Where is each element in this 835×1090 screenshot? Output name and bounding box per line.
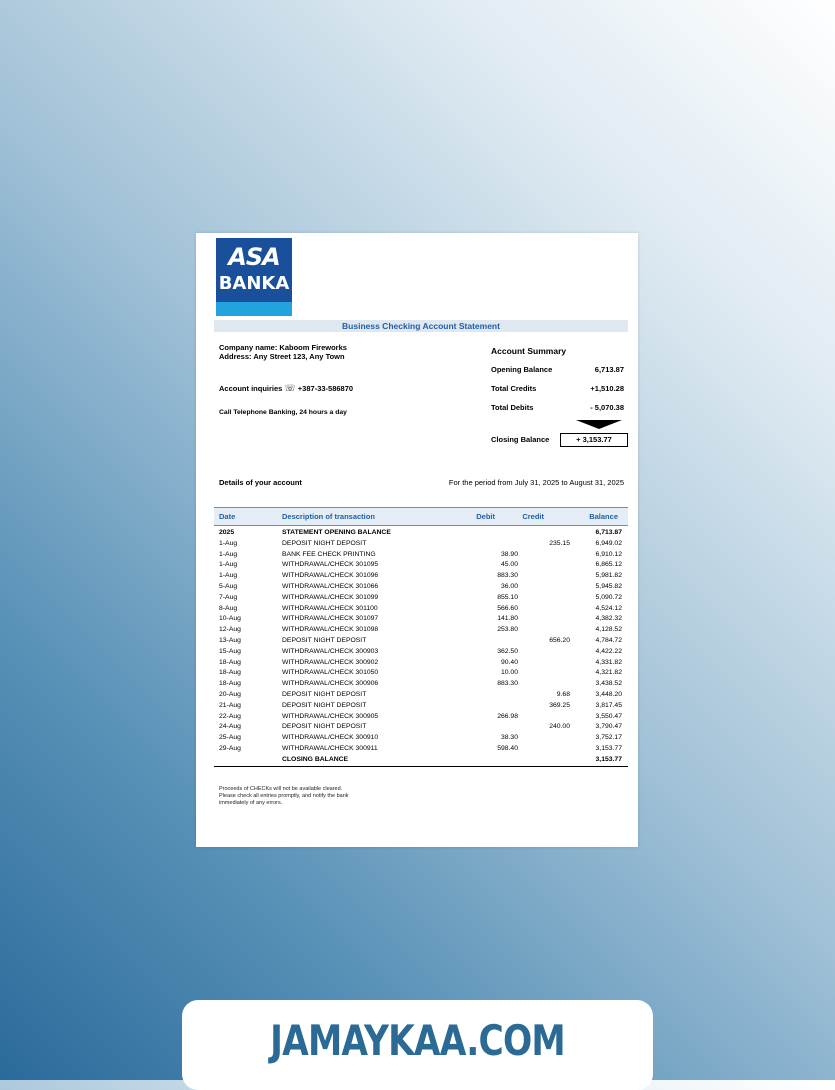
table-row xyxy=(214,722,628,733)
row-balance: 6,949.02 xyxy=(595,539,622,547)
row-debit: 598.40 xyxy=(497,744,518,752)
table-row xyxy=(214,539,628,550)
row-credit: 235.15 xyxy=(549,539,570,547)
company-address: Address: Any Street 123, Any Town xyxy=(219,352,345,361)
header-description: Description of transaction xyxy=(282,512,375,521)
row-date: 22-Aug xyxy=(219,712,241,720)
row-date: 24-Aug xyxy=(219,723,241,731)
watermark-text: JAMAYKAA.COM xyxy=(270,1016,565,1065)
row-description: WITHDRAWAL/CHECK 301096 xyxy=(282,572,379,580)
row-date: 1-Aug xyxy=(219,550,238,558)
table-row xyxy=(214,593,628,604)
table-row xyxy=(214,733,628,744)
row-debit: 36.00 xyxy=(500,582,518,590)
header-balance: Balance xyxy=(589,512,618,521)
table-row xyxy=(214,679,628,690)
row-balance: 3,153.77 xyxy=(595,744,622,752)
row-balance: 3,438.52 xyxy=(595,680,622,688)
opening-balance-value: 6,713.87 xyxy=(594,365,624,374)
row-description: CLOSING BALANCE xyxy=(282,755,349,763)
row-date: 7-Aug xyxy=(219,593,238,601)
inquiries-phone: +387-33-586870 xyxy=(297,384,354,393)
row-balance: 4,321.82 xyxy=(595,669,622,677)
row-balance: 4,422.22 xyxy=(595,647,622,655)
row-debit: 90.40 xyxy=(500,658,518,666)
row-balance: 3,752.17 xyxy=(595,734,622,742)
table-header xyxy=(214,507,628,526)
row-description: DEPOSIT NIGHT DEPOSIT xyxy=(282,690,367,698)
table-row xyxy=(214,755,628,766)
table-row xyxy=(214,571,628,582)
row-balance: 3,153.77 xyxy=(595,755,622,763)
row-date: 10-Aug xyxy=(219,615,241,623)
row-balance: 4,524.12 xyxy=(595,604,622,612)
logo-stripe xyxy=(216,302,292,316)
phone-icon: ☏ xyxy=(284,384,296,394)
row-balance: 6,865.12 xyxy=(595,561,622,569)
row-description: DEPOSIT NIGHT DEPOSIT xyxy=(282,539,367,547)
row-balance: 4,784.72 xyxy=(595,636,622,644)
row-description: WITHDRAWAL/CHECK 300902 xyxy=(282,658,379,666)
logo-asa-text: ASA xyxy=(228,243,280,271)
row-credit: 369.25 xyxy=(549,701,570,709)
row-balance: 3,448.20 xyxy=(595,690,622,698)
row-description: DEPOSIT NIGHT DEPOSIT xyxy=(282,701,367,709)
table-row xyxy=(214,701,628,712)
row-balance: 6,713.87 xyxy=(595,529,622,536)
row-date: 21-Aug xyxy=(219,701,241,709)
table-row xyxy=(214,560,628,571)
inquiries-label: Account inquiries xyxy=(219,384,283,393)
header-credit: Credit xyxy=(522,512,544,521)
row-description: WITHDRAWAL/CHECK 301066 xyxy=(282,582,379,590)
row-description: WITHDRAWAL/CHECK 301099 xyxy=(282,593,379,601)
row-balance: 4,331.82 xyxy=(595,658,622,666)
details-label: Details of your account xyxy=(219,478,302,487)
row-date: 18-Aug xyxy=(219,658,241,666)
table-row xyxy=(214,604,628,615)
row-date: 12-Aug xyxy=(219,626,241,634)
row-debit: 883.30 xyxy=(497,680,518,688)
opening-balance-label: Opening Balance xyxy=(491,365,553,374)
table-bottom-rule xyxy=(214,766,628,767)
table-row xyxy=(214,550,628,561)
row-date: 18-Aug xyxy=(219,669,241,677)
table-row xyxy=(214,658,628,669)
row-debit: 362.50 xyxy=(497,647,518,655)
statement-page xyxy=(196,233,638,847)
footer-note: Proceeds of CHECKs will not be available cleared. Please check all entries promptly, and notify the bank immediately of any errors. xyxy=(219,786,349,806)
table-row xyxy=(214,636,628,647)
table-row xyxy=(214,647,628,658)
row-debit: 566.60 xyxy=(497,604,518,612)
row-description: WITHDRAWAL/CHECK 301097 xyxy=(282,615,379,623)
row-date: 1-Aug xyxy=(219,572,238,580)
table-row xyxy=(214,625,628,636)
total-debits-label: Total Debits xyxy=(491,403,534,412)
row-balance: 4,382.32 xyxy=(595,615,622,623)
row-date: 1-Aug xyxy=(219,539,238,547)
table-row xyxy=(214,712,628,723)
row-description: STATEMENT OPENING BALANCE xyxy=(282,529,391,536)
account-inquiries xyxy=(219,384,353,394)
row-balance: 5,945.82 xyxy=(595,582,622,590)
header-date: Date xyxy=(219,512,236,521)
total-credits-label: Total Credits xyxy=(491,384,537,393)
company-name: Company name: Kaboom Fireworks xyxy=(219,343,347,352)
statement-title: Business Checking Account Statement xyxy=(214,320,628,332)
row-debit: 45.00 xyxy=(500,561,518,569)
row-balance: 5,981.82 xyxy=(595,572,622,580)
telephone-banking: Call Telephone Banking, 24 hours a day xyxy=(219,409,347,416)
row-debit: 266.98 xyxy=(497,712,518,720)
row-debit: 141.80 xyxy=(497,615,518,623)
row-credit: 240.00 xyxy=(549,723,570,731)
row-credit: 9.68 xyxy=(556,690,570,698)
row-balance: 6,910.12 xyxy=(595,550,622,558)
row-date: 1-Aug xyxy=(219,561,238,569)
table-row xyxy=(214,614,628,625)
watermark-banner xyxy=(182,1000,653,1090)
row-debit: 883.30 xyxy=(497,572,518,580)
row-debit: 855.10 xyxy=(497,593,518,601)
down-arrow-icon xyxy=(576,420,622,429)
row-description: WITHDRAWAL/CHECK 300910 xyxy=(282,734,379,742)
closing-balance-value: + 3,153.77 xyxy=(560,433,628,447)
bank-logo xyxy=(216,238,292,316)
row-balance: 3,550.47 xyxy=(595,712,622,720)
table-row xyxy=(214,668,628,679)
transaction-list xyxy=(214,528,628,766)
row-description: WITHDRAWAL/CHECK 301098 xyxy=(282,626,379,634)
row-description: BANK FEE CHECK PRINTING xyxy=(282,550,376,558)
row-balance: 4,128.52 xyxy=(595,626,622,634)
row-description: WITHDRAWAL/CHECK 300905 xyxy=(282,712,379,720)
table-row xyxy=(214,528,628,539)
row-debit: 38.30 xyxy=(500,734,518,742)
row-date: 15-Aug xyxy=(219,647,241,655)
row-date: 2025 xyxy=(219,529,235,536)
row-description: DEPOSIT NIGHT DEPOSIT xyxy=(282,723,367,731)
statement-period: For the period from July 31, 2025 to August 31, 2025 xyxy=(448,478,624,487)
header-debit: Debit xyxy=(476,512,495,521)
logo-banka-text: BANKA xyxy=(218,273,290,294)
row-balance: 5,090.72 xyxy=(595,593,622,601)
row-description: DEPOSIT NIGHT DEPOSIT xyxy=(282,636,367,644)
row-date: 8-Aug xyxy=(219,604,238,612)
row-description: WITHDRAWAL/CHECK 301050 xyxy=(282,669,379,677)
row-description: WITHDRAWAL/CHECK 300906 xyxy=(282,680,379,688)
row-balance: 3,817.45 xyxy=(595,701,622,709)
closing-balance-label: Closing Balance xyxy=(491,435,550,444)
row-description: WITHDRAWAL/CHECK 300911 xyxy=(282,744,378,752)
row-description: WITHDRAWAL/CHECK 301095 xyxy=(282,561,379,569)
row-balance: 3,790.47 xyxy=(595,723,622,731)
table-row xyxy=(214,582,628,593)
row-description: WITHDRAWAL/CHECK 300903 xyxy=(282,647,379,655)
row-date: 20-Aug xyxy=(219,690,241,698)
row-description: WITHDRAWAL/CHECK 301100 xyxy=(282,604,378,612)
account-summary-heading: Account Summary xyxy=(491,346,567,356)
table-row xyxy=(214,690,628,701)
row-date: 13-Aug xyxy=(219,636,241,644)
row-debit: 10.00 xyxy=(500,669,518,677)
total-credits-value: +1,510.28 xyxy=(590,384,624,393)
row-date: 5-Aug xyxy=(219,582,238,590)
row-date: 25-Aug xyxy=(219,734,241,742)
row-date: 18-Aug xyxy=(219,680,241,688)
row-debit: 253.80 xyxy=(497,626,518,634)
table-row xyxy=(214,744,628,755)
row-debit: 38.90 xyxy=(500,550,518,558)
row-credit: 656.20 xyxy=(549,636,570,644)
total-debits-value: - 5,070.38 xyxy=(590,403,624,412)
row-date: 29-Aug xyxy=(219,744,241,752)
